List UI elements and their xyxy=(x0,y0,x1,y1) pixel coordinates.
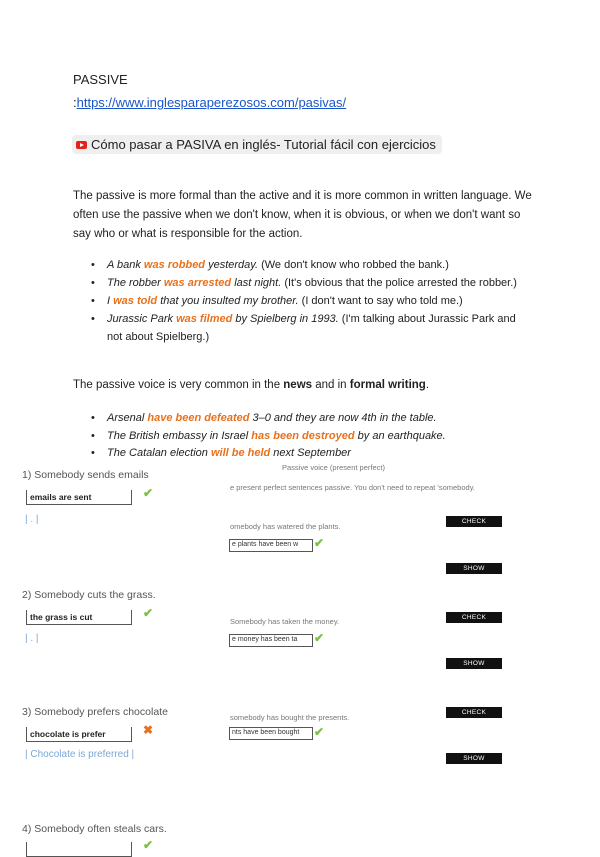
answer-reveal: | Chocolate is preferred | xyxy=(25,749,135,760)
exercise-question: 2) Somebody cuts the grass. xyxy=(22,589,156,601)
check-icon: ✔ xyxy=(143,486,154,500)
check-icon: ✔ xyxy=(314,536,325,550)
check-icon: ✔ xyxy=(143,838,154,852)
answer-reveal: | . | xyxy=(25,514,39,525)
doc-title: PASSIVE xyxy=(73,72,128,87)
right-exercise-instruction: e present perfect sentences passive. You don't need to repeat 'somebody. xyxy=(230,483,475,492)
exercise-question: omebody has watered the plants. xyxy=(230,522,341,531)
answer-field[interactable]: emails are sent xyxy=(26,490,132,505)
exercise-question: Somebody has taken the money. xyxy=(230,617,340,626)
examples-list-2 xyxy=(91,410,531,463)
right-exercise-heading: Passive voice (present perfect) xyxy=(282,463,385,472)
exercise-question: 1) Somebody sends emails xyxy=(22,469,149,481)
check-button[interactable]: CHECK xyxy=(446,516,502,527)
intro-paragraph: The passive is more formal than the active and it is more common in written language. We often use the passive when we don't know, when it is obvious, or when we don't want so say who or what is responsible for the action. xyxy=(73,190,532,240)
list-item: • The robber was arrested last night. (It's obvious that the police arrested the robber.) xyxy=(91,274,531,292)
exercise-question: 4) Somebody often steals cars. xyxy=(22,823,167,835)
answer-field[interactable]: e plants have been w xyxy=(229,539,313,552)
show-button[interactable]: SHOW xyxy=(446,563,502,574)
answer-field[interactable]: e money has been ta xyxy=(229,634,313,647)
list-item: • The British embassy in Israel has been destroyed by an earthquake. xyxy=(91,428,531,446)
exercise-question: somebody has bought the presents. xyxy=(230,713,350,722)
list-item: • I was told that you insulted my brother. (I don't want to say who told me.) xyxy=(91,292,531,310)
check-button[interactable]: CHECK xyxy=(446,707,502,718)
check-icon: ✔ xyxy=(314,725,325,739)
answer-field[interactable]: chocolate is prefer xyxy=(26,727,132,742)
exercise-question: 3) Somebody prefers chocolate xyxy=(22,706,168,718)
check-button[interactable]: CHECK xyxy=(446,612,502,623)
passive-news-paragraph: The passive voice is very common in the news and in formal writing. xyxy=(73,379,430,391)
list-item: • Jurassic Park was filmed by Spielberg in 1993. (I'm talking about Jurassic Park and not about Spielberg.) xyxy=(91,310,531,346)
answer-field[interactable]: the grass is cut xyxy=(26,610,132,625)
list-item: • A bank was robbed yesterday. (We don't know who robbed the bank.) xyxy=(91,256,531,274)
source-link-line xyxy=(73,95,346,110)
answer-field[interactable]: nts have been bought xyxy=(229,727,313,740)
list-item: • The Catalan election will be held next September xyxy=(91,445,531,463)
video-chip[interactable] xyxy=(72,135,442,154)
video-chip-label: Cómo pasar a PASIVA en inglés- Tutorial fácil con ejercicios xyxy=(91,137,436,152)
check-icon: ✔ xyxy=(314,631,325,645)
list-item: • Arsenal have been defeated 3–0 and they are now 4th in the table. xyxy=(91,410,531,428)
show-button[interactable]: SHOW xyxy=(446,753,502,764)
show-button[interactable]: SHOW xyxy=(446,658,502,669)
link-prefix: : xyxy=(73,95,77,110)
source-link[interactable]: https://www.inglesparaperezosos.com/pasivas/ xyxy=(76,95,347,110)
answer-reveal: | . | xyxy=(25,633,39,644)
youtube-icon xyxy=(76,141,87,149)
answer-field[interactable] xyxy=(26,842,132,857)
check-icon: ✔ xyxy=(143,606,154,620)
cross-icon: ✖ xyxy=(143,723,154,737)
examples-list-1 xyxy=(91,256,531,346)
